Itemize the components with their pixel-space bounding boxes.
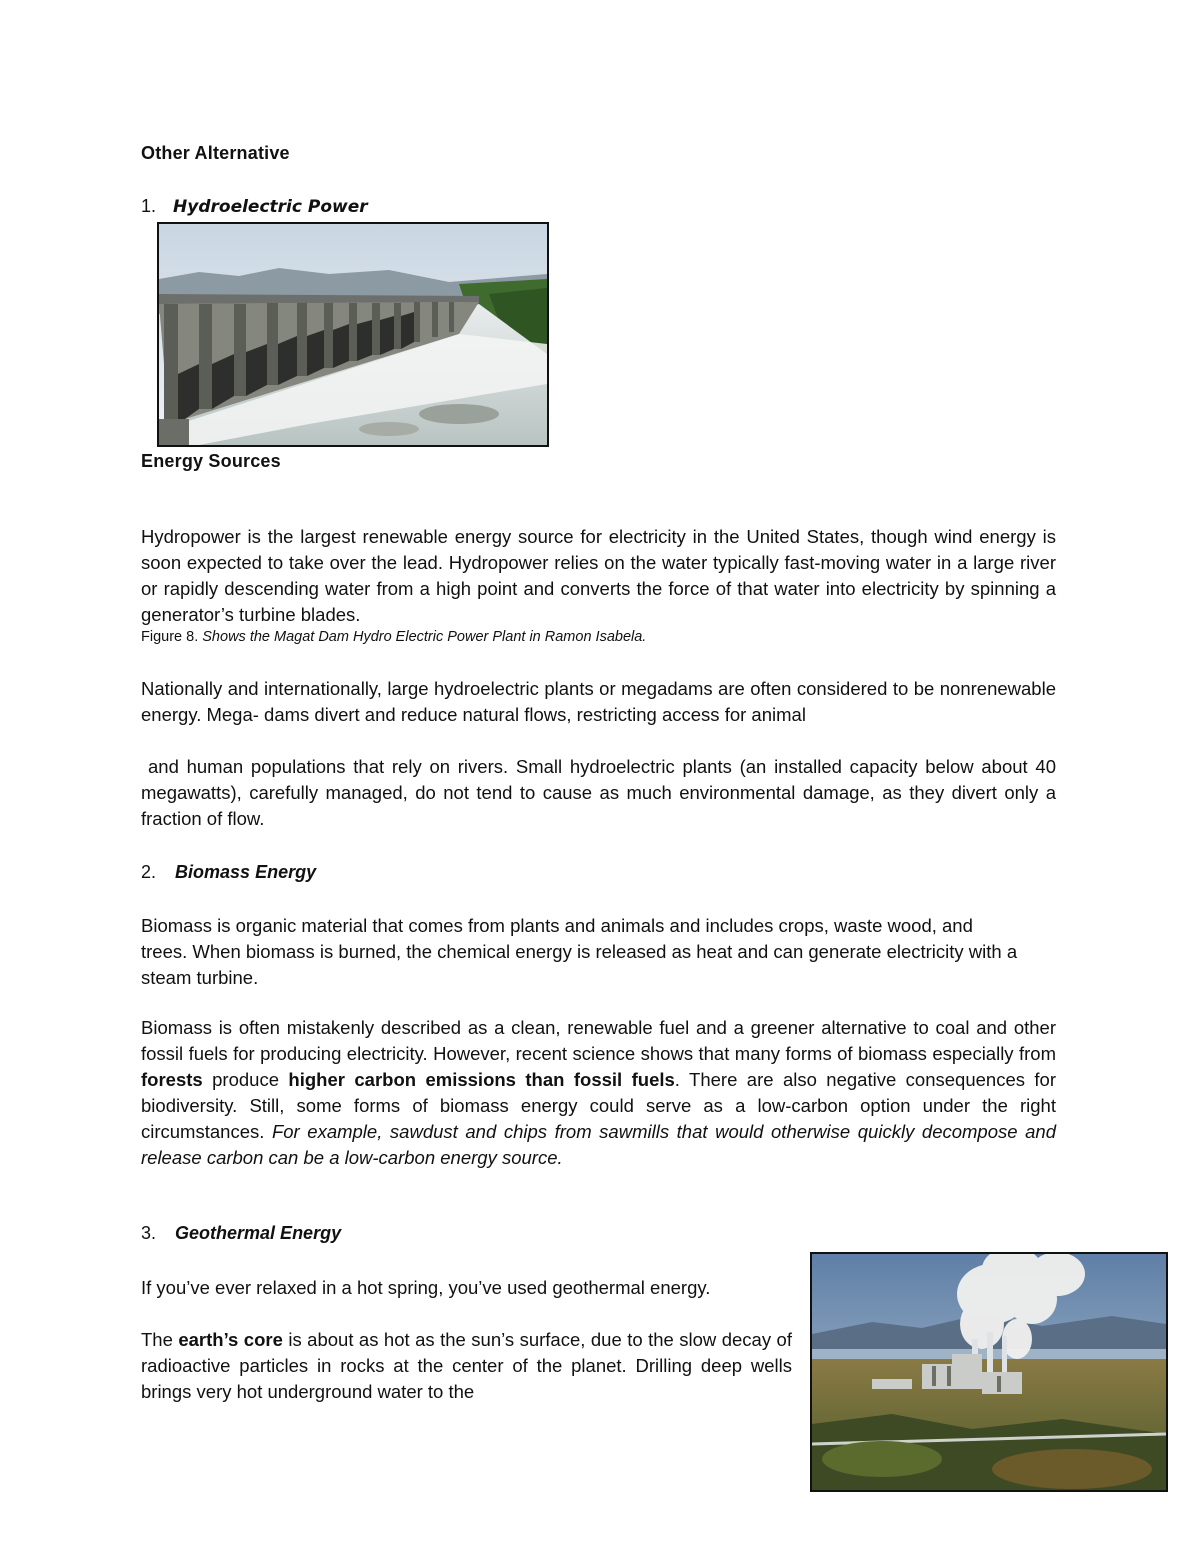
caption-text: Shows the Magat Dam Hydro Electric Power Plant in Ramon Isabela.	[202, 629, 647, 645]
hydro-paragraph-2: Nationally and internationally, large hydroelectric plants or megadams are often considered to be nonrenewable energy. Mega- dams divert and reduce natural flows, restricting access for animal	[141, 678, 1056, 725]
section-2-heading	[141, 862, 316, 883]
section-number: 2.	[141, 862, 157, 882]
page-title: Other Alternative	[141, 143, 290, 163]
geothermal-paragraph-2	[141, 1327, 792, 1405]
geothermal-plant-photo	[810, 1252, 1168, 1492]
section-number: 1.	[141, 196, 157, 216]
biomass-paragraph-1: Biomass is organic material that comes from plants and animals and includes crops, waste wood, and trees. When biomass is burned, the chemical energy is released as heat and can generate electricity with a steam turbine.	[141, 915, 1018, 988]
text-run: . There are also negative consequences for biodiversity. Still, some forms of biomass energy could serve as a low-carbon option under the right circumstances.	[141, 1069, 1056, 1142]
figure-caption	[141, 629, 646, 645]
text-run: is about as hot as the sun’s surface, due to the slow decay of radioactive particles in rocks at the center of the planet. Drilling deep wells brings very hot underground water to the	[141, 1329, 792, 1402]
section-title: Geothermal Energy	[175, 1223, 342, 1243]
bold-text: higher carbon emissions than fossil fuels	[288, 1069, 675, 1090]
geothermal-paragraph-1: If you’ve ever relaxed in a hot spring, you’ve used geothermal energy.	[141, 1277, 711, 1298]
hydro-paragraph-1: Hydropower is the largest renewable energy source for electricity in the United States, though wind energy is soon expected to take over the lead. Hydropower relies on the water typically fast-moving water in a large river or rapidly descending water from a high point and converts the force of that water into electricity by spinning a generator’s turbine blades.	[141, 526, 1056, 625]
biomass-paragraph-2	[141, 1015, 1056, 1171]
text-run: The	[141, 1329, 179, 1350]
caption-label: Figure 8.	[141, 629, 199, 645]
energy-sources-heading: Energy Sources	[141, 451, 281, 471]
text-run: Biomass is often mistakenly described as a clean, renewable fuel and a greener alternative to coal and other fossil fuels for producing electricity. However, recent science shows that many forms of biomass especially from	[141, 1017, 1056, 1064]
bold-text: earth’s core	[178, 1329, 283, 1350]
section-title: Hydroelectric Power	[173, 197, 368, 217]
section-title: Biomass Energy	[175, 862, 317, 882]
bold-text: forests	[141, 1069, 203, 1090]
hydro-paragraph-2-cont: and human populations that rely on rivers. Small hydroelectric plants (an installed capacity below about 40 megawatts), carefully managed, do not tend to cause as much environmental damage, as they divert only a fraction of flow.	[141, 756, 1056, 829]
section-number: 3.	[141, 1223, 157, 1243]
section-3-heading	[141, 1223, 341, 1244]
dam-photo	[157, 222, 549, 447]
italic-text: For example, sawdust and chips from sawmills that would otherwise quickly decompose and release carbon can be a low-carbon energy source.	[141, 1121, 1056, 1168]
section-1-heading	[141, 196, 368, 217]
text-run: produce	[202, 1069, 289, 1090]
